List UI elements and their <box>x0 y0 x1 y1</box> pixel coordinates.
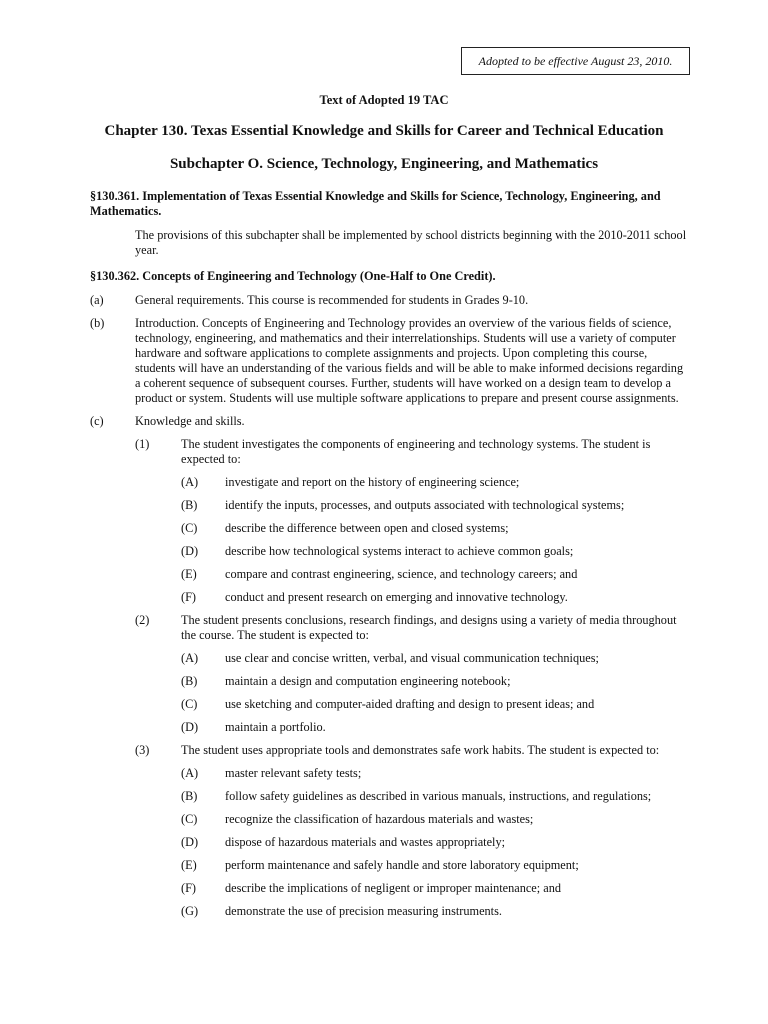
chapter-title: Chapter 130. Texas Essential Knowledge and Skills for Career and Technical Education <box>104 123 664 139</box>
item-label: (2) <box>135 613 150 627</box>
item-label: (F) <box>181 590 197 604</box>
list-item <box>181 766 690 781</box>
item-label: (B) <box>181 674 198 688</box>
subsection-label: (a) <box>90 293 104 307</box>
list-item <box>181 697 690 712</box>
subsection-b <box>90 316 690 406</box>
item-text: perform maintenance and safely handle and store laboratory equipment; <box>225 858 579 872</box>
item-label: (F) <box>181 881 197 895</box>
item-label: (A) <box>181 766 199 780</box>
knowledge-item-3 <box>90 743 690 919</box>
document-title: Text of Adopted 19 TAC <box>319 93 449 107</box>
item-label: (G) <box>181 904 199 918</box>
item-text: maintain a design and computation engineering notebook; <box>225 674 511 688</box>
item-label: (E) <box>181 567 197 581</box>
list-item <box>135 437 690 467</box>
subsection-c <box>90 414 690 429</box>
item-text: The student presents conclusions, research findings, and designs using a variety of media throughout the course. The student is expected to: <box>181 613 677 642</box>
item-label: (C) <box>181 697 198 711</box>
list-item <box>181 475 690 490</box>
list-item <box>181 521 690 536</box>
item-text: dispose of hazardous materials and wastes appropriately; <box>225 835 506 849</box>
list-item <box>181 789 690 804</box>
subsection-label: (b) <box>90 316 105 330</box>
knowledge-item-1 <box>90 437 690 605</box>
list-item <box>181 904 690 919</box>
item-text: investigate and report on the history of engineering science; <box>225 475 520 489</box>
item-text: The student uses appropriate tools and demonstrates safe work habits. The student is expected to: <box>181 743 660 757</box>
item-label: (B) <box>181 498 198 512</box>
item-text: identify the inputs, processes, and outputs associated with technological systems; <box>225 498 625 512</box>
section-heading-130-361: §130.361. Implementation of Texas Essential Knowledge and Skills for Science, Technology, Engineering, and Mathematics. <box>90 189 661 218</box>
item-label: (A) <box>181 475 199 489</box>
item-text: master relevant safety tests; <box>225 766 362 780</box>
item-text: maintain a portfolio. <box>225 720 326 734</box>
item-text: conduct and present research on emerging and innovative technology. <box>225 590 568 604</box>
list-item <box>181 567 690 582</box>
subsection-text: Introduction. Concepts of Engineering and Technology provides an overview of the various fields of science, technology, engineering, and mathematics and their interrelationships. Students will use a variety of computer hardware and software applications to complete assignments and projects. Upon completing this course, students will have an understanding of the various fields and will be able to make informed decisions regarding a coherent sequence of subsequent courses. Further, students will have worked on a design team to develop a product or system. Students will use multiple software applications to prepare and present course assignments. <box>135 316 684 405</box>
knowledge-item-2 <box>90 613 690 735</box>
subsection-label: (c) <box>90 414 104 428</box>
list-item <box>135 613 690 643</box>
item-text: use clear and concise written, verbal, and visual communication techniques; <box>225 651 599 665</box>
item-text: compare and contrast engineering, science, and technology careers; and <box>225 567 578 581</box>
item-text: describe the implications of negligent or improper maintenance; and <box>225 881 562 895</box>
list-item <box>181 720 690 735</box>
item-text: describe how technological systems interact to achieve common goals; <box>225 544 574 558</box>
item-label: (D) <box>181 720 199 734</box>
effective-date-note: Adopted to be effective August 23, 2010. <box>478 53 673 68</box>
item-label: (A) <box>181 651 199 665</box>
list-item <box>135 743 690 758</box>
item-label: (E) <box>181 858 197 872</box>
list-item <box>181 674 690 689</box>
list-item <box>181 858 690 873</box>
item-text: recognize the classification of hazardous materials and wastes; <box>225 812 534 826</box>
item-label: (D) <box>181 544 199 558</box>
item-text: use sketching and computer-aided drafting and design to present ideas; and <box>225 697 595 711</box>
subsection-a <box>90 293 690 308</box>
item-text: demonstrate the use of precision measuring instruments. <box>225 904 502 918</box>
item-label: (3) <box>135 743 150 757</box>
subsection-text: General requirements. This course is recommended for students in Grades 9-10. <box>135 293 529 307</box>
list-item <box>181 544 690 559</box>
subchapter-title: Subchapter O. Science, Technology, Engineering, and Mathematics <box>169 156 599 172</box>
document-body <box>90 189 690 927</box>
item-text: describe the difference between open and closed systems; <box>225 521 509 535</box>
item-text: follow safety guidelines as described in various manuals, instructions, and regulations; <box>225 789 652 803</box>
list-item <box>181 812 690 827</box>
item-label: (C) <box>181 812 198 826</box>
item-label: (C) <box>181 521 198 535</box>
list-item <box>181 651 690 666</box>
list-item <box>181 498 690 513</box>
list-item <box>181 835 690 850</box>
section-heading-130-362: §130.362. Concepts of Engineering and Technology (One-Half to One Credit). <box>90 269 496 283</box>
list-item <box>181 881 690 896</box>
item-label: (1) <box>135 437 150 451</box>
subsection-text: Knowledge and skills. <box>135 414 245 428</box>
item-label: (B) <box>181 789 198 803</box>
list-item <box>181 590 690 605</box>
item-label: (D) <box>181 835 199 849</box>
effective-date-box <box>461 47 690 75</box>
item-text: The student investigates the components of engineering and technology systems. The student is expected to: <box>181 437 651 466</box>
implementation-paragraph: The provisions of this subchapter shall be implemented by school districts beginning with the 2010-2011 school year. <box>135 228 687 257</box>
